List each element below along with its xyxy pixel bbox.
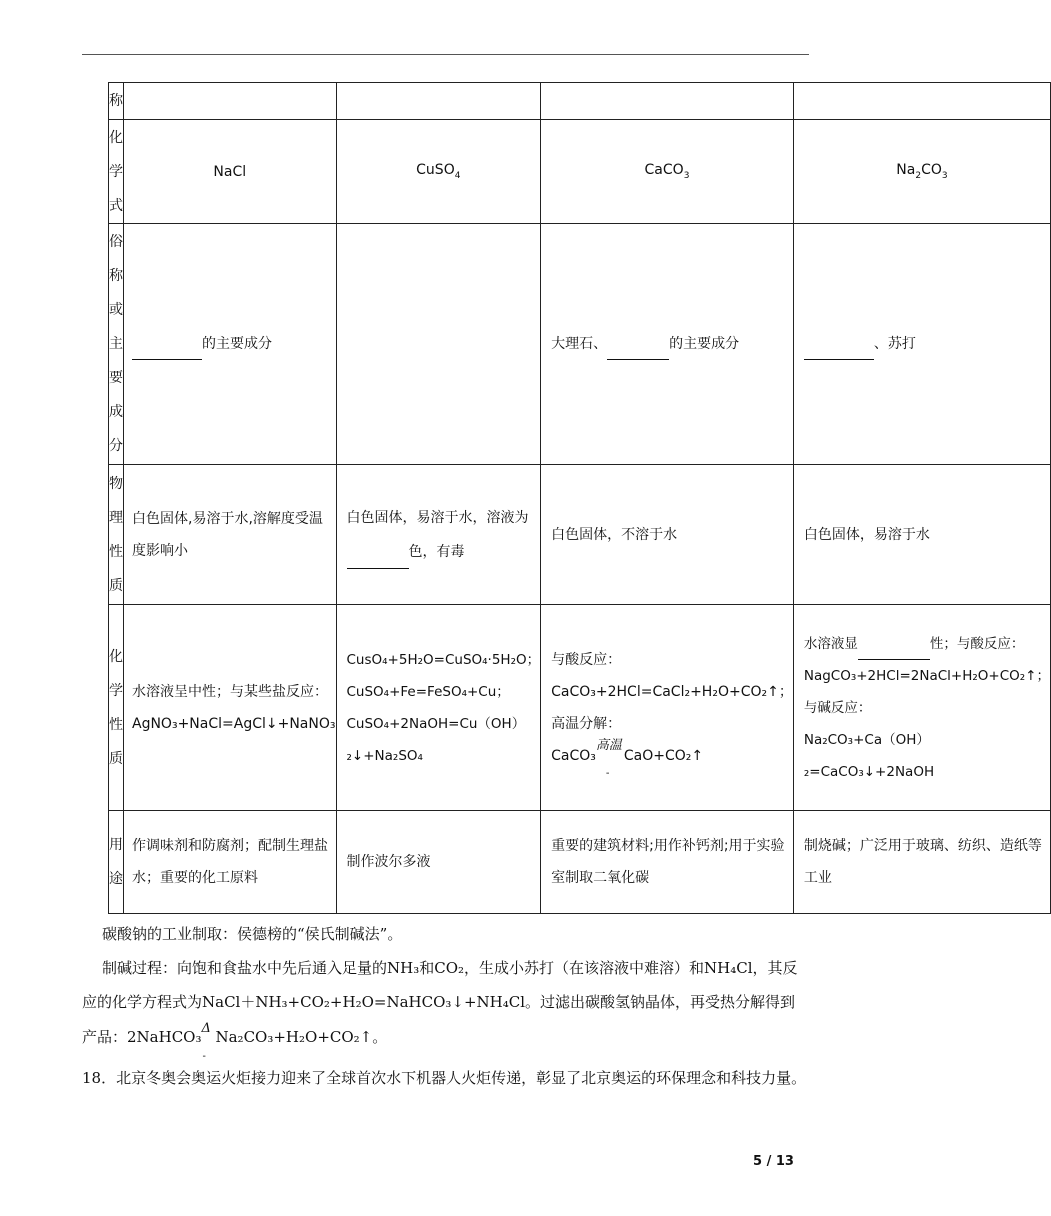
common-caco3 [541,224,794,465]
table-row [109,605,1051,811]
row-label-char: 性 [109,716,123,733]
row-label-char: 成 [109,404,123,420]
reaction-condition: Δ - [201,1028,215,1042]
cell-text: 白色固体，易溶于水 [803,526,930,543]
row-label-char: 称 [109,93,123,109]
row-label-char: 分 [109,438,123,454]
formula-sub: 4 [454,170,461,181]
cell-text: 、苏打 [873,336,916,352]
formula-text: CO [921,162,942,179]
use-caco3 [541,811,794,914]
fill-blank [132,341,202,360]
row-label-char: 化 [109,129,123,146]
equation: Na₂CO₃+Ca（OH）₂=CaCO₃↓+2NaOH [803,731,935,780]
row-label-chem [109,605,124,811]
row-label-use [109,811,124,914]
fill-blank [607,341,669,360]
cell-text: 作调味剂和防腐剂；配制生理盐水；重要的化工原料 [132,838,328,886]
cell-text: 白色固体，易溶于水，溶液为 [346,509,529,526]
equation: AgNO₃+NaCl=AgCl↓+NaNO₃ [132,715,336,732]
chem-caco3 [541,605,794,811]
row-label-char: 理 [109,509,123,526]
row-label-char: 途 [109,871,123,887]
formula-text: NaCl [213,163,247,180]
cell-text: 的主要成分 [669,336,740,352]
equation-part: Na₂CO₃+H₂O+CO₂↑。 [215,1028,388,1046]
cell-text: 大理石、 [551,336,608,352]
use-nacl [124,811,337,914]
common-na2co3 [793,224,1050,465]
formula-na2co3 [793,120,1050,224]
paragraph-product [82,1021,810,1062]
table-row [109,83,1051,120]
table-row [109,465,1051,605]
fill-blank [858,641,930,660]
equation-part: 产品：2NaHCO₃ [82,1028,202,1046]
cell-text: 水溶液呈中性；与某些盐反应： [132,683,328,700]
salts-table [108,82,1051,914]
condition-text: Δ [201,1021,211,1036]
formula-sub: 2 [915,170,922,181]
phys-cuso4 [336,465,541,605]
chem-cuso4 [336,605,541,811]
equation: CaCO₃+2HCl=CaCl₂+H₂O+CO₂↑；高温分解： [551,683,793,732]
common-nacl [124,224,337,465]
row-label-name [109,83,124,120]
header-rule [82,54,809,55]
cell-text: 重要的建筑材料;用作补钙剂;用于实验室制取二氧化碳 [551,838,785,886]
equation: CusO₄+5H₂O=CuSO₄·5H₂O； [346,651,541,668]
equation: NagCO₃+2HCl=2NaCl+H₂O+CO₂↑；与碱反应： [803,667,1051,716]
empty-cell [336,224,541,465]
empty-cell [793,83,1050,120]
formula-sub: 3 [683,170,690,181]
phys-na2co3 [793,465,1050,605]
formula-cuso4 [336,120,541,224]
cell-text: 性；与酸反应： [929,635,1025,652]
cell-text: 与酸反应： [551,651,622,668]
row-label-formula [109,120,124,224]
row-label-char: 物 [109,475,123,492]
paragraph-industrial: 碳酸钠的工业制取：侯德榜的“侯氏制碱法”。 [102,925,403,943]
equation: CuSO₄+2NaOH=Cu（OH）₂↓+Na₂SO₄ [346,715,526,764]
table-row [109,120,1051,224]
empty-cell [541,83,794,120]
page-number: 5 / 13 [753,1154,794,1169]
cell-text: 水溶液显 [803,635,858,652]
phys-nacl [124,465,337,605]
chem-nacl [124,605,337,811]
row-label-char: 学 [109,163,123,180]
equation-part: CaCO₃ [551,747,596,764]
row-label-char: 主 [109,336,123,352]
cell-text: 白色固体,易溶于水,溶解度受温度影响小 [132,510,323,559]
fill-blank [804,341,874,360]
reaction-condition: 高温 - [596,746,624,760]
cell-text: 制烧碱；广泛用于玻璃、纺织、造纸等工业 [803,838,1042,886]
cell-text: 色，有毒 [408,543,465,560]
equation [551,737,793,779]
row-label-phys [109,465,124,605]
empty-cell [124,83,337,120]
equation: CuSO₄+Fe=FeSO₄+Cu； [346,683,510,700]
cell-text: 白色固体，不溶于水 [551,526,678,543]
row-label-char: 性 [109,543,123,560]
formula-caco3 [541,120,794,224]
row-label-char: 学 [109,682,123,699]
use-na2co3 [793,811,1050,914]
phys-caco3 [541,465,794,605]
row-label-char: 俗 [109,234,123,250]
table-row [109,811,1051,914]
formula-nacl [124,120,337,224]
equation-part: CaO+CO₂↑ [623,747,704,764]
row-label-char: 用 [109,837,123,853]
row-label-char: 要 [109,370,123,386]
row-label-char: 化 [109,648,123,665]
cell-text: 制作波尔多液 [346,854,431,870]
row-label-char: 质 [109,750,123,767]
row-label-common [109,224,124,465]
condition-text: 高温 [595,737,622,753]
empty-cell [336,83,541,120]
row-label-char: 称 [109,268,123,284]
chem-na2co3 [793,605,1050,811]
row-label-char: 式 [109,197,123,214]
table-row [109,224,1051,465]
formula-text: Na [896,162,916,179]
paragraph-process: 制碱过程：向饱和食盐水中先后通入足量的NH₃和CO₂，生成小苏打（在该溶液中难溶）和NH₄Cl，其反应的化学方程式为NaCl＋NH₃+CO₂+H₂O=NaHCO₃↓+NH₄Cl。过滤出碳酸氢钠晶体，再受热分解得到 [82,959,798,1011]
formula-sub: 3 [941,170,948,181]
cell-text: 的主要成分 [202,336,272,352]
row-label-char: 质 [109,577,123,594]
formula-text: CuSO [416,162,455,179]
row-label-char: 或 [109,302,123,318]
formula-text: CaCO [644,162,684,179]
fill-blank [347,550,409,569]
use-cuso4 [336,811,541,914]
question-18: 18．北京冬奥会奥运火炬接力迎来了全球首次水下机器人火炬传递，彰显了北京奥运的环保理念和科技力量。 [82,1069,807,1087]
